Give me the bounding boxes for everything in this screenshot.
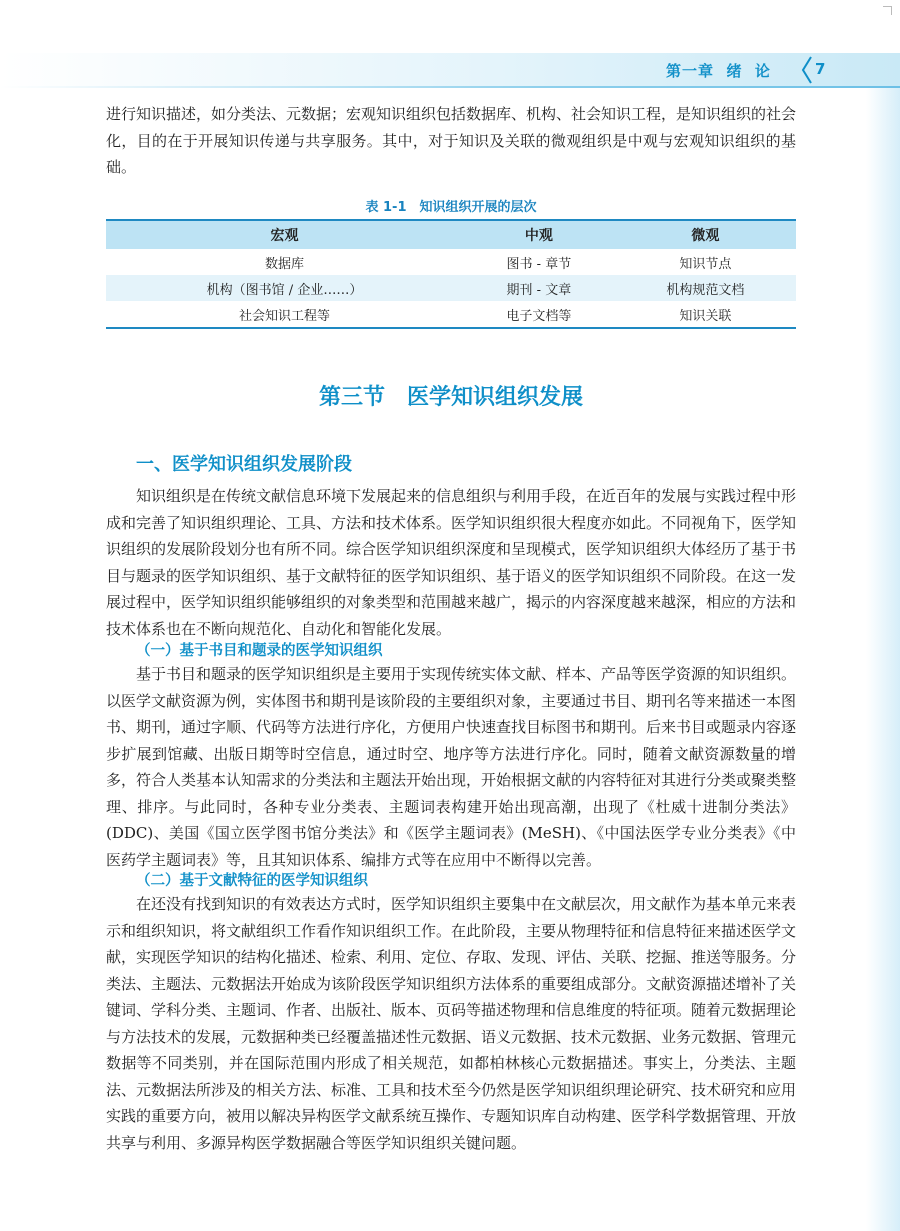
intro-paragraph: 进行知识描述，如分类法、元数据；宏观知识组织包括数据库、机构、社会知识工程，是知识组织的社会化，目的在于开展知识传递与共享服务。其中，对于知识及关联的微观组织是中观与宏观知识组织的基础。: [106, 105, 797, 176]
chevron-left-icon: [799, 53, 815, 87]
section-title: 第三节 医学知识组织发展: [318, 385, 583, 410]
running-header-chapter: 第一章 绪 论: [666, 62, 771, 80]
table-cell: 机构（图书馆 / 企业……）: [106, 275, 463, 301]
paragraph-document-features: 在还没有找到知识的有效表达方式时，医学知识组织主要集中在文献层次，用文献作为基本单元来表示和组织知识，将文献组织工作看作知识组织工作。在此阶段，主要从物理特征和信息特征来描述医学文献，实现医学知识的结构化描述、检索、利用、定位、存取、发现、评估、关联、挖掘、推送等服务。分类法、主题法、元数据法开始成为该阶段医学知识组织方法体系的重要组成部分。文献资源描述增补了关键词、学科分类、主题词、作者、出版社、版本、页码等描述物理和信息维度的特征项。随着元数据理论与方法技术的发展，元数据种类已经覆盖描述性元数据、语义元数据、技术元数据、业务元数据、管理元数据等不同类别，并在国际范围内形成了相关规范，如都柏林核心元数据描述。事实上，分类法、主题法、元数据法所涉及的相关方法、标准、工具和技术至今仍然是医学知识组织理论研究、技术研究和应用实践的重要方向，被用以解决异构医学文献系统互操作、专题知识库自动构建、医学科学数据管理、开放共享与利用、多源异构医学数据融合等医学知识组织关键问题。: [106, 895, 797, 1152]
table-row: [106, 301, 796, 328]
subsection-title: 一、医学知识组织发展阶段: [136, 454, 352, 475]
page-edge-strip: [866, 88, 900, 1231]
table-row: [106, 275, 796, 301]
table-cell: 电子文档等: [506, 308, 572, 324]
table-cell: 机构规范文档: [615, 275, 796, 301]
table-cell: 知识关联: [679, 308, 732, 324]
table-header-cell: 中观: [463, 220, 615, 249]
crop-mark: [883, 6, 892, 15]
paragraph-bibliographic: 基于书目和题录的医学知识组织是主要用于实现传统实体文献、样本、产品等医学资源的知识组织。以医学文献资源为例，实体图书和期刊是该阶段的主要组织对象，主要通过书目、期刊名等来描述一本图书、期刊，通过字顺、代码等方法进行序化，方便用户快速查找目标图书和期刊。后来书目或题录内容逐步扩展到馆藏、出版日期等时空信息，通过时空、地序等方法进行序化。同时，随着文献资源数量的增多，符合人类基本认知需求的分类法和主题法开始出现，开始根据文献的内容特征对其进行分类或聚类整理、排序。与此同时，各种专业分类表、主题词表构建开始出现高潮，出现了《杜威十进制分类法》(DDC)、美国《国立医学图书馆分类法》和《医学主题词表》(MeSH)、《中国法医学专业分类表》《中医药学主题词表》等，且其知识体系、编排方式等在应用中不断得以完善。: [106, 665, 797, 869]
table-header-row: [106, 220, 796, 249]
table-header-cell: 宏观: [106, 220, 463, 249]
table-cell: 数据库: [265, 256, 305, 272]
table-cell: 知识节点: [679, 256, 732, 272]
heading-document-features: （二）基于文献特征的医学知识组织: [136, 873, 368, 889]
table-cell: 社会知识工程等: [239, 308, 331, 324]
table-cell: 图书 - 章节: [506, 256, 572, 272]
table-header-cell: 微观: [615, 220, 796, 249]
table-cell: 期刊 - 文章: [463, 275, 615, 301]
page-number: 7: [815, 60, 826, 78]
table-row: [106, 249, 796, 275]
heading-bibliographic: （一）基于书目和题录的医学知识组织: [136, 643, 383, 659]
header-rule: [0, 86, 900, 88]
table-caption: 表 1-1 知识组织开展的层次: [365, 200, 537, 215]
paragraph-stages: 知识组织是在传统文献信息环境下发展起来的信息组织与利用手段，在近百年的发展与实践过程中形成和完善了知识组织理论、工具、方法和技术体系。医学知识组织很大程度亦如此。不同视角下，医学知识组织的发展阶段划分也有所不同。综合医学知识组织深度和呈现模式，医学知识组织大体经历了基于书目与题录的医学知识组织、基于文献特征的医学知识组织、基于语义的医学知识组织不同阶段。在这一发展过程中，医学知识组织能够组织的对象类型和范围越来越广，揭示的内容深度越来越深，相应的方法和技术体系也在不断向规范化、自动化和智能化发展。: [106, 487, 797, 638]
levels-table: [106, 219, 796, 329]
